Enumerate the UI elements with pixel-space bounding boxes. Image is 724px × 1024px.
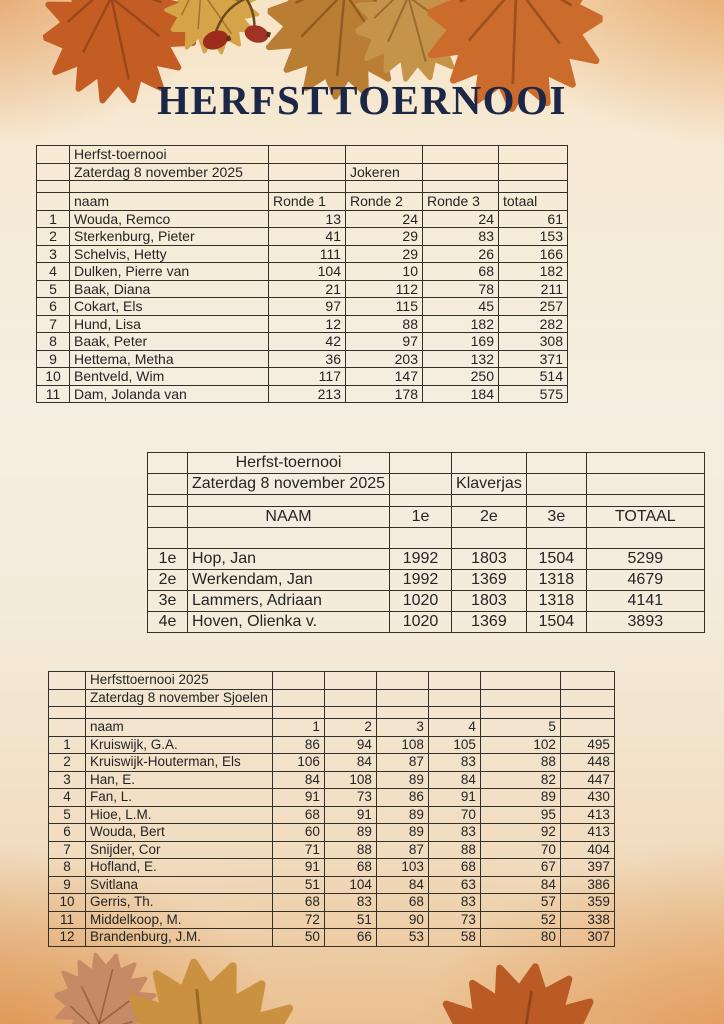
score-cell: 68 — [272, 894, 324, 912]
score-cell: 4679 — [586, 570, 704, 591]
score-cell: 51 — [324, 911, 376, 929]
score-cell: 83 — [428, 894, 480, 912]
score-cell: 73 — [428, 911, 480, 929]
table-title: Herfsttoernooi 2025 — [86, 672, 273, 690]
score-cell: 51 — [272, 876, 324, 894]
table-title: Herfst-toernooi — [188, 453, 390, 474]
score-cell: 371 — [499, 350, 568, 368]
name-cell: Baak, Peter — [70, 333, 269, 351]
rank-cell: 11 — [49, 911, 86, 929]
score-cell: 447 — [560, 771, 614, 789]
column-header-name: NAAM — [188, 507, 390, 528]
score-cell: 36 — [269, 350, 346, 368]
jokeren-results-table — [36, 145, 568, 403]
score-cell: 63 — [428, 876, 480, 894]
score-cell: 404 — [560, 841, 614, 859]
score-cell: 413 — [560, 824, 614, 842]
name-cell: Brandenburg, J.M. — [86, 929, 273, 947]
score-cell: 308 — [499, 333, 568, 351]
score-cell: 91 — [272, 859, 324, 877]
name-cell: Lammers, Adriaan — [188, 591, 390, 612]
name-cell: Dam, Jolanda van — [70, 385, 269, 403]
score-cell: 80 — [480, 929, 560, 947]
score-cell: 1020 — [390, 612, 452, 633]
score-cell: 29 — [346, 245, 423, 263]
score-cell: 89 — [376, 806, 428, 824]
score-cell: 13 — [269, 210, 346, 228]
score-cell: 1369 — [452, 612, 527, 633]
score-cell: 575 — [499, 385, 568, 403]
score-cell: 103 — [376, 859, 428, 877]
rank-cell: 9 — [49, 876, 86, 894]
column-header-name: naam — [86, 719, 273, 737]
score-cell: 45 — [423, 298, 499, 316]
score-cell: 338 — [560, 911, 614, 929]
score-cell: 203 — [346, 350, 423, 368]
name-cell: Wouda, Remco — [70, 210, 269, 228]
table-date: Zaterdag 8 november 2025 — [188, 474, 390, 495]
table-date: Zaterdag 8 november 2025 — [70, 163, 269, 181]
name-cell: Svitlana — [86, 876, 273, 894]
score-cell: 386 — [560, 876, 614, 894]
score-cell: 182 — [499, 263, 568, 281]
score-cell: 52 — [480, 911, 560, 929]
score-cell: 184 — [423, 385, 499, 403]
table-title: Herfst-toernooi — [70, 146, 269, 164]
score-cell: 1803 — [452, 591, 527, 612]
score-cell: 108 — [376, 736, 428, 754]
rank-cell: 2 — [49, 754, 86, 772]
score-cell: 397 — [560, 859, 614, 877]
rank-cell: 4 — [49, 789, 86, 807]
score-cell: 86 — [272, 736, 324, 754]
rank-cell: 11 — [37, 385, 70, 403]
score-cell: 102 — [480, 736, 560, 754]
klaverjas-results-table — [147, 452, 705, 633]
score-cell: 495 — [560, 736, 614, 754]
score-cell: 169 — [423, 333, 499, 351]
score-cell: 92 — [480, 824, 560, 842]
score-cell: 83 — [428, 754, 480, 772]
game-label: Klaverjas — [452, 474, 527, 495]
score-cell: 1992 — [390, 570, 452, 591]
score-cell: 88 — [428, 841, 480, 859]
page-title: HERFSTTOERNOOI — [157, 77, 567, 123]
score-cell: 89 — [376, 771, 428, 789]
score-cell: 50 — [272, 929, 324, 947]
score-cell: 89 — [480, 789, 560, 807]
score-cell: 514 — [499, 368, 568, 386]
score-cell: 66 — [324, 929, 376, 947]
score-cell: 430 — [560, 789, 614, 807]
score-cell: 68 — [428, 859, 480, 877]
rank-cell: 1e — [148, 549, 188, 570]
rank-cell: 2e — [148, 570, 188, 591]
score-cell: 117 — [269, 368, 346, 386]
rank-cell: 3e — [148, 591, 188, 612]
score-cell: 67 — [480, 859, 560, 877]
score-cell: 3893 — [586, 612, 704, 633]
name-cell: Gerris, Th. — [86, 894, 273, 912]
sjoelen-results-table — [48, 671, 615, 947]
score-cell: 61 — [499, 210, 568, 228]
score-cell: 68 — [324, 859, 376, 877]
score-cell: 166 — [499, 245, 568, 263]
score-cell: 82 — [480, 771, 560, 789]
name-cell: Bentveld, Wim — [70, 368, 269, 386]
score-cell: 1369 — [452, 570, 527, 591]
name-cell: Hettema, Metha — [70, 350, 269, 368]
rank-cell: 8 — [37, 333, 70, 351]
score-cell: 1803 — [452, 549, 527, 570]
rank-cell: 5 — [49, 806, 86, 824]
score-cell: 257 — [499, 298, 568, 316]
name-cell: Baak, Diana — [70, 280, 269, 298]
sjoelen-grid: Herfsttoernooi 2025 Zaterdag 8 november Sjoelen naam 1 2 3 4 5 1 Kruiswijk, G.A. 86 94 108 105 102 495 2 Kruiswijk-Houterman, Els 106 84 87 83 88 448 3 Han, E. 84 108 89 84 82 447 4 Fan, L. 91 73 86 91 89 430 5 Hioe, L.M. 68 91 89 70 95 413 6 Wouda, Bert 60 89 89 83 92 413 7 Snijder, Cor 71 88 87 88 70 404 8 Hofland, E. 91 68 103 68 67 397 9 Svitlana 51 104 84 63 84 386 10 Gerris, Th. 68 83 68 83 57 359 11 Middelkoop, M. 72 51 90 73 52 338 12 Brandenburg, J.M. 50 66 53 58 80 307 — [48, 671, 615, 947]
score-cell: 104 — [324, 876, 376, 894]
score-cell: 41 — [269, 228, 346, 246]
rank-cell: 9 — [37, 350, 70, 368]
score-cell: 1318 — [526, 570, 586, 591]
score-cell: 132 — [423, 350, 499, 368]
name-cell: Sterkenburg, Pieter — [70, 228, 269, 246]
score-cell: 90 — [376, 911, 428, 929]
rank-cell: 1 — [37, 210, 70, 228]
score-cell: 95 — [480, 806, 560, 824]
name-cell: Han, E. — [86, 771, 273, 789]
name-cell: Kruiswijk, G.A. — [86, 736, 273, 754]
score-cell: 307 — [560, 929, 614, 947]
name-cell: Hoven, Olienka v. — [188, 612, 390, 633]
name-cell: Cokart, Els — [70, 298, 269, 316]
score-cell: 78 — [423, 280, 499, 298]
name-cell: Schelvis, Hetty — [70, 245, 269, 263]
score-cell: 1318 — [526, 591, 586, 612]
score-cell: 83 — [324, 894, 376, 912]
name-cell: Middelkoop, M. — [86, 911, 273, 929]
score-cell: 71 — [272, 841, 324, 859]
score-cell: 5299 — [586, 549, 704, 570]
table-date: Zaterdag 8 november Sjoelen — [86, 689, 273, 707]
name-cell: Kruiswijk-Houterman, Els — [86, 754, 273, 772]
score-cell: 70 — [428, 806, 480, 824]
rank-cell: 7 — [37, 315, 70, 333]
score-cell: 68 — [376, 894, 428, 912]
score-cell: 111 — [269, 245, 346, 263]
score-cell: 413 — [560, 806, 614, 824]
score-cell: 211 — [499, 280, 568, 298]
score-cell: 86 — [376, 789, 428, 807]
score-cell: 97 — [269, 298, 346, 316]
name-cell: Werkendam, Jan — [188, 570, 390, 591]
score-cell: 4141 — [586, 591, 704, 612]
rank-cell: 10 — [49, 894, 86, 912]
score-cell: 153 — [499, 228, 568, 246]
score-cell: 12 — [269, 315, 346, 333]
score-cell: 147 — [346, 368, 423, 386]
score-cell: 87 — [376, 754, 428, 772]
score-cell: 24 — [423, 210, 499, 228]
score-cell: 108 — [324, 771, 376, 789]
score-cell: 53 — [376, 929, 428, 947]
klaverjas-grid: Herfst-toernooi Zaterdag 8 november 2025 Klaverjas NAAM 1e 2e 3e TOTAAL 1e Hop, Jan 1992 1803 1504 5299 2e Werkendam, Jan 1992 1369 1318 4679 3e Lammers, Adriaan 1020 1803 1318 4141 4e Hoven, Olienka v. 1020 1369 1504 3893 — [147, 452, 705, 633]
maple-leaf-icon — [417, 950, 623, 1024]
rank-cell: 6 — [37, 298, 70, 316]
score-cell: 42 — [269, 333, 346, 351]
rank-cell: 10 — [37, 368, 70, 386]
score-cell: 182 — [423, 315, 499, 333]
score-cell: 105 — [428, 736, 480, 754]
score-cell: 91 — [272, 789, 324, 807]
score-cell: 72 — [272, 911, 324, 929]
rank-cell: 3 — [37, 245, 70, 263]
score-cell: 84 — [376, 876, 428, 894]
score-cell: 73 — [324, 789, 376, 807]
rank-cell: 1 — [49, 736, 86, 754]
score-cell: 359 — [560, 894, 614, 912]
score-cell: 57 — [480, 894, 560, 912]
rank-cell: 2 — [37, 228, 70, 246]
score-cell: 97 — [346, 333, 423, 351]
score-cell: 1504 — [526, 549, 586, 570]
jokeren-grid: Herfst-toernooi Zaterdag 8 november 2025 Jokeren naam Ronde 1 Ronde 2 Ronde 3 totaal 1 Wouda, Remco 13 24 24 61 2 Sterkenburg, Pieter 41 29 83 153 3 Schelvis, Hetty 111 29 26 166 4 Dulken, Pierre van 104 10 68 182 5 Baak, Diana 21 112 78 211 6 Cokart, Els 97 115 45 257 7 Hund, Lisa 12 88 182 282 8 Baak, Peter 42 97 169 308 9 Hettema, Metha 36 203 132 371 10 Bentveld, Wim 117 147 250 514 11 Dam, Jolanda van 213 178 184 575 — [36, 145, 568, 403]
score-cell: 68 — [423, 263, 499, 281]
rank-cell: 8 — [49, 859, 86, 877]
score-cell: 1020 — [390, 591, 452, 612]
score-cell: 10 — [346, 263, 423, 281]
score-cell: 250 — [423, 368, 499, 386]
score-cell: 91 — [324, 806, 376, 824]
score-cell: 88 — [480, 754, 560, 772]
score-cell: 58 — [428, 929, 480, 947]
score-cell: 84 — [428, 771, 480, 789]
score-cell: 88 — [346, 315, 423, 333]
score-cell: 68 — [272, 806, 324, 824]
rank-cell: 4 — [37, 263, 70, 281]
column-header-name: naam — [70, 193, 269, 211]
rank-cell: 3 — [49, 771, 86, 789]
rank-cell: 4e — [148, 612, 188, 633]
score-cell: 448 — [560, 754, 614, 772]
rank-cell: 12 — [49, 929, 86, 947]
name-cell: Wouda, Bert — [86, 824, 273, 842]
score-cell: 282 — [499, 315, 568, 333]
score-cell: 115 — [346, 298, 423, 316]
name-cell: Fan, L. — [86, 789, 273, 807]
score-cell: 60 — [272, 824, 324, 842]
score-cell: 87 — [376, 841, 428, 859]
score-cell: 83 — [428, 824, 480, 842]
score-cell: 178 — [346, 385, 423, 403]
score-cell: 89 — [376, 824, 428, 842]
score-cell: 213 — [269, 385, 346, 403]
score-cell: 26 — [423, 245, 499, 263]
score-cell: 84 — [324, 754, 376, 772]
name-cell: Dulken, Pierre van — [70, 263, 269, 281]
score-cell: 94 — [324, 736, 376, 754]
score-cell: 112 — [346, 280, 423, 298]
rank-cell: 7 — [49, 841, 86, 859]
score-cell: 106 — [272, 754, 324, 772]
name-cell: Hofland, E. — [86, 859, 273, 877]
score-cell: 83 — [423, 228, 499, 246]
rank-cell: 5 — [37, 280, 70, 298]
score-cell: 104 — [269, 263, 346, 281]
name-cell: Snijder, Cor — [86, 841, 273, 859]
name-cell: Hund, Lisa — [70, 315, 269, 333]
score-cell: 24 — [346, 210, 423, 228]
score-cell: 91 — [428, 789, 480, 807]
game-label: Jokeren — [346, 163, 423, 181]
rank-cell: 6 — [49, 824, 86, 842]
score-cell: 29 — [346, 228, 423, 246]
score-cell: 21 — [269, 280, 346, 298]
score-cell: 88 — [324, 841, 376, 859]
score-cell: 1504 — [526, 612, 586, 633]
score-cell: 89 — [324, 824, 376, 842]
score-cell: 70 — [480, 841, 560, 859]
name-cell: Hioe, L.M. — [86, 806, 273, 824]
score-cell: 1992 — [390, 549, 452, 570]
score-cell: 84 — [480, 876, 560, 894]
score-cell: 84 — [272, 771, 324, 789]
name-cell: Hop, Jan — [188, 549, 390, 570]
